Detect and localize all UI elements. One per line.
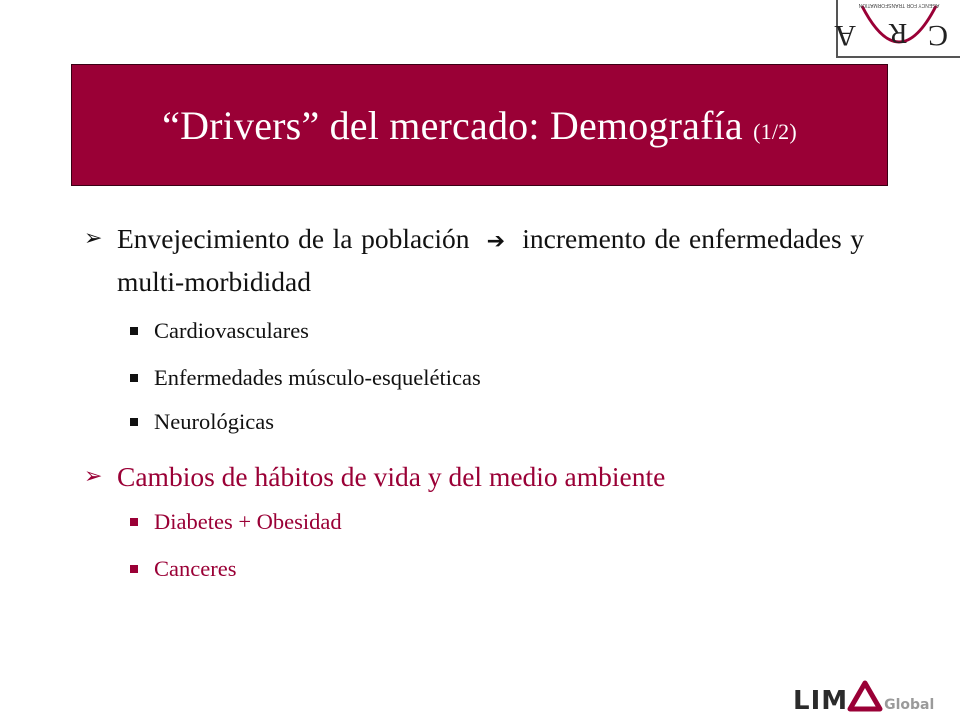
arrowhead-bullet-icon: ➢ [84,464,103,489]
arc-logo [836,0,960,58]
subitem-label: Cardiovasculares [154,318,309,343]
arc-letter-r: R [888,17,908,48]
square-bullet-icon [130,418,138,426]
subitem-label: Enfermedades músculo-esqueléticas [154,365,481,390]
arc-logo-icon [834,0,960,56]
bullet-habits [84,457,864,497]
bullet-aging [84,219,864,302]
slide-title-main: “Drivers” del mercado: Demografía [162,102,743,148]
bullet-habits-text: Cambios de hábitos de vida y del medio ambiente [117,461,666,492]
subitem-label: Neurológicas [154,409,274,434]
subitem-cardiovasculares [130,316,309,346]
arc-letter-c: C [927,19,949,52]
subitem-label: Diabetes + Obesidad [154,509,342,534]
subitem-diabetes [130,507,342,537]
subitem-musculo [130,363,481,393]
square-bullet-icon [130,518,138,526]
lima-logo-word: LIM [793,686,849,716]
slide-title-suffix: (1/2) [753,118,797,144]
arc-tagline: AGENCY FOR TRANSFORMATION [858,2,940,8]
arrowhead-bullet-icon: ➢ [84,226,103,251]
bullet-aging-text-after: incremento de enfermedades y multi-morbididad [117,223,865,297]
subitem-neurologicas [130,407,274,437]
subitem-canceres [130,554,236,584]
bullet-aging-text [117,219,864,302]
lima-global-logo [793,680,934,716]
subitem-label: Canceres [154,556,237,581]
right-arrow-icon: ➔ [486,229,506,254]
square-bullet-icon [130,327,138,335]
bullet-aging-text-before: Envejecimiento de la población [117,223,470,254]
title-box [71,64,888,186]
lima-triangle-icon [848,681,882,716]
slide-title [162,102,797,149]
square-bullet-icon [130,374,138,382]
square-bullet-icon [130,565,138,573]
arc-letter-a: A [834,19,856,52]
lima-logo-global: Global [884,697,935,713]
